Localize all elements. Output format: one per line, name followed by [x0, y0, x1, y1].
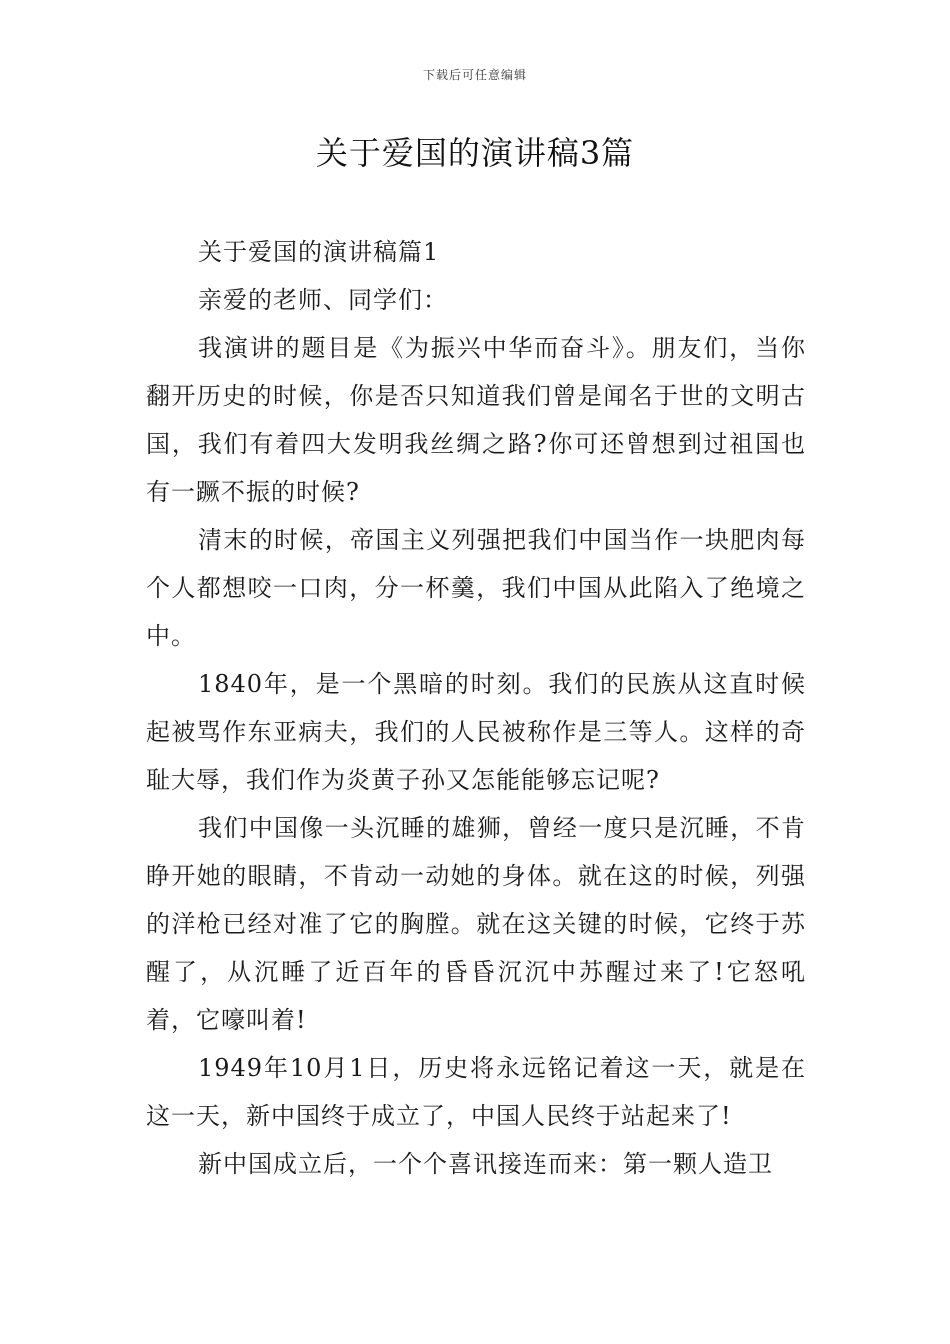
header-note: 下载后可任意编辑	[422, 68, 527, 82]
paragraph-salutation: 亲爱的老师、同学们：	[198, 286, 448, 314]
paragraph: 1840年，是一个黑暗的时刻。我们的民族从这直时候起被骂作东亚病夫，我们的人民被称作是三等人。这样的奇耻大辱，我们作为炎黄子孙又怎能能够忘记呢?	[146, 670, 806, 794]
paragraph: 1949年10月1日，历史将永远铭记着这一天，就是在这一天，新中国终于成立了，中国人民终于站起来了!	[146, 1054, 806, 1130]
paragraph: 我们中国像一头沉睡的雄狮，曾经一度只是沉睡，不肯睁开她的眼睛，不肯动一动她的身体。就在这的时候，列强的洋枪已经对准了它的胸膛。就在这关键的时候，它终于苏醒了，从沉睡了近百年的昏昏沉沉中苏醒过来了!它怒吼着，它嚎叫着!	[146, 814, 806, 1034]
document-body	[146, 228, 806, 1188]
document-title: 关于爱国的演讲稿3篇	[315, 134, 635, 172]
paragraph: 新中国成立后，一个个喜讯接连而来：第一颗人造卫	[198, 1150, 773, 1178]
paragraph-section-heading: 关于爱国的演讲稿篇1	[198, 238, 440, 266]
paragraph: 清末的时候，帝国主义列强把我们中国当作一块肥肉每个人都想咬一口肉，分一杯羹，我们中国从此陷入了绝境之中。	[146, 526, 806, 650]
paragraph: 我演讲的题目是《为振兴中华而奋斗》。朋友们，当你翻开历史的时候，你是否只知道我们曾是闻名于世的文明古国，我们有着四大发明我丝绸之路?你可还曾想到过祖国也有一蹶不振的时候?	[146, 334, 806, 506]
